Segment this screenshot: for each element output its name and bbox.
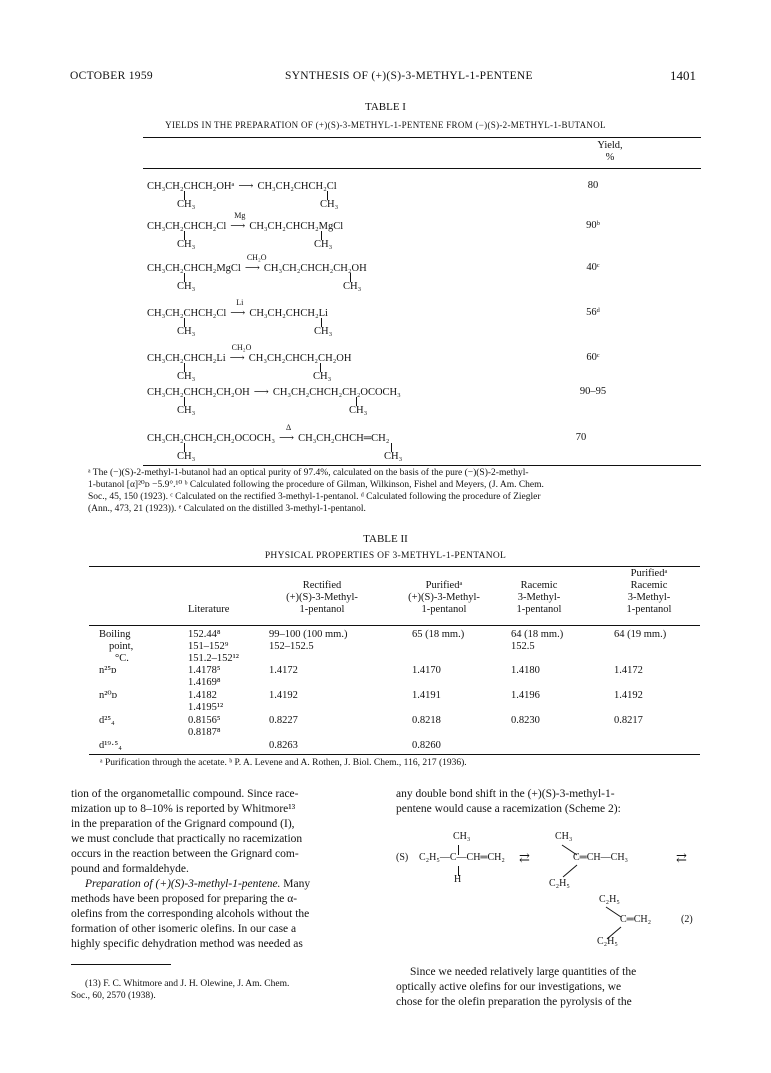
text-line: optically active olefins for our investigations, we [396,981,622,993]
table-cell: 1.4170 [412,665,441,676]
property-boiling-point [99,629,133,665]
reactant: CH₃CH₂CHCH₂CH₂OCOCH₃ [147,433,275,444]
product-branch: CH₃ [384,451,403,462]
text-line: mization up to 8–10% is reported by Whitmore¹³ [71,803,296,815]
reagent: Li [236,298,244,307]
header-line: (+)(S)-3-Methyl- [408,592,480,603]
table-cell: 1.4192 [614,690,643,701]
reactant: CH₃CH₂CHCH₂Li [147,353,226,364]
equilibrium-icon: ⇄ [676,850,687,865]
product-branch: CH₃ [349,405,368,416]
right-column-continued [396,965,701,1010]
table-cell: 1.4182 [188,690,217,701]
text-line: formation of other isomeric olefins. In our case a [71,923,297,935]
reference-line: (13) F. C. Whitmore and J. H. Olewine, J. Am. Chem. [85,979,290,989]
methyl-label: CH₃ [453,831,471,842]
table1-row [143,423,701,468]
reactant: CH₃CH₂CHCH₂CH₂OH [147,387,250,398]
header-line: 1-pentanol [299,604,345,615]
table1-caption: YIELDS IN THE PREPARATION OF (+)(S)-3-METHYL-1-PENTENE FROM (−)(S)-2-METHYL-1-BUTANOL [165,120,606,130]
table-cell: 151.2–152¹² [188,653,239,664]
equilibrium-icon: ⇄ [519,850,530,865]
table-cell: 64 (19 mm.) [614,629,667,640]
table2-rule-header [89,625,700,626]
reactant: CH₃CH₂CHCH₂OHᵃ [147,181,235,192]
reactant: CH₃CH₂CHCH₂MgCl [147,263,241,274]
reactant-branch: CH₃ [177,199,196,210]
table-cell: 1.4172 [614,665,643,676]
table-cell: 152–152.5 [269,641,314,652]
reactant-branch: CH₃ [177,451,196,462]
header-line: Racemic [520,580,558,591]
text-line: methods have been proposed for preparing the α- [71,893,298,905]
table-cell: 0.8217 [614,715,643,726]
footnote-line: (Ann., 473, 21 (1923)). ᵉ Calculated on the distilled 3-methyl-1-pentanol. [88,504,366,514]
property-line: °C. [115,653,129,664]
table-cell: 152.44⁸ [188,629,221,640]
property-density-19-5: d¹⁹·⁵₄ [99,740,122,751]
text-line: olefins from the corresponding alcohols without the [71,908,310,920]
reference-13 [71,978,290,1002]
right-column [396,787,701,817]
arrow-icon: ⟶ [253,387,269,398]
text-line: chose for the olefin preparation the pyrolysis of the [396,996,632,1008]
yield-value: 60ᶜ [586,352,600,363]
text-line: tion of the organometallic compound. Since race- [71,788,299,800]
product: CH₃CH₂CHCH₂Cl [257,181,337,192]
header-purified-racemic [609,568,689,616]
header-rectified [267,580,377,616]
table-cell: 1.4178⁵ [188,665,221,676]
property-refractive-index-25: n²⁵ᴅ [99,665,117,676]
literature-values [188,665,221,689]
reactant: CH₃CH₂CHCH₂Cl [147,221,227,232]
footnote-line: Soc., 45, 150 (1923). ᶜ Calculated on the rectified 3-methyl-1-pentanol. ᵈ Calculated following the procedure of Ziegler [88,492,541,502]
reactant-branch: CH₃ [177,371,196,382]
text-line: in the preparation of the Grignard compound (I), [71,818,295,830]
yield-value: 56ᵈ [586,307,600,318]
header-line: 3-Methyl- [627,592,671,603]
text-line: highly specific dehydration method was needed as [71,938,303,950]
equation-number: (2) [681,914,693,925]
table-cell: 152.5 [511,641,535,652]
hydrogen-label: H [454,874,462,885]
arrow-icon: ⟶ [238,181,254,192]
header-line: Rectified [302,580,342,591]
reactant-branch: CH₃ [177,405,196,416]
table-cell: 0.8230 [511,715,540,726]
ethyl-label: C₂H₅ [599,894,620,905]
table-cell: 0.8218 [412,715,441,726]
product: CH₃CH₂CHCH₂Li [249,308,328,319]
formula-internal-olefin: C═CH—CH₃ [573,852,629,863]
text-line: Since we needed relatively large quantities of the [410,966,637,978]
reaction [147,386,401,398]
yield-value: 90–95 [579,386,607,397]
text-line: occurs in the reaction between the Grignard com- [71,848,299,860]
header-line: (+)(S)-3-Methyl- [286,592,358,603]
table2-body [89,629,700,754]
arrow-icon: CH₂O ⟶ [244,253,267,274]
product-branch: CH₃ [343,281,362,292]
property-refractive-index-20: n²⁰ᴅ [99,690,118,701]
table1-rule-header [143,168,701,169]
text-span: Many [280,878,311,890]
table-cell: 65 (18 mm.) [412,629,465,640]
ethyl-label: C₂H₅ [597,936,618,947]
reactant-branch: CH₃ [177,239,196,250]
table-cell: 1.4192 [269,690,298,701]
table-cell: 0.8263 [269,740,298,751]
product: CH₃CH₂CHCH₂MgCl [249,221,344,232]
property-density-25: d²⁵₄ [99,715,115,726]
product-branch: CH₃ [314,326,333,337]
footnote-line: 1-butanol [α]²⁰ᴅ −5.9°.¹⁰ ᵇ Calculated following the procedure of Gilman, Wilkinson, Fishel and Meyers, (J. Am. Chem. [88,480,544,490]
table1-yield-header [590,140,630,164]
text-line: any double bond shift in the (+)(S)-3-methyl-1- [396,788,615,800]
header-line: Purifiedᵃ [630,568,668,579]
reagent: CH₂O [231,343,252,352]
table1-row [143,176,701,216]
arrow-icon: Δ ⟶ [279,423,295,444]
table1-label: TABLE I [365,101,406,113]
reactant-branch: CH₃ [177,281,196,292]
table2-caption: PHYSICAL PROPERTIES OF 3-METHYL-1-PENTANOL [264,551,507,561]
table-cell: 1.4172 [269,665,298,676]
table2-rule-top [89,566,700,567]
section-heading: Preparation of (+)(S)-3-methyl-1-pentene. [85,878,281,890]
reactant: CH₃CH₂CHCH₂Cl [147,308,227,319]
reagent: Δ [286,423,292,432]
table1-footnotes [88,467,703,515]
text-line: pentene would cause a racemization (Scheme 2): [396,803,621,815]
product: CH₃CH₂CHCH₂CH₂OH [263,263,367,274]
table1-row [143,382,701,422]
table-cell: 99–100 (100 mm.) [269,629,348,640]
property-line: Boiling [99,629,131,640]
literature-values [188,715,221,739]
table-cell: 1.4169⁸ [188,677,221,688]
literature-values [188,629,239,665]
product: CH₃CH₂CHCH₂CH₂OH [248,353,352,364]
bond-line [560,864,580,878]
table-cell: 0.8187⁸ [188,727,221,738]
table2-label: TABLE II [363,533,408,545]
methyl-label: CH₃ [555,831,573,842]
header-line: 1-pentanol [421,604,467,615]
table-cell: 0.8156⁵ [188,715,221,726]
table-cell: 1.4180 [511,665,540,676]
header-purified [394,580,494,616]
reaction [147,211,344,232]
product-branch: CH₃ [313,371,332,382]
product-branch: CH₃ [314,239,333,250]
rectified-values [269,629,347,653]
running-header-title: SYNTHESIS OF (+)(S)-3-METHYL-1-PENTENE [285,70,533,82]
table2-header [89,568,700,628]
arrow-icon: CH₂O ⟶ [229,343,252,364]
property-line: point, [109,641,134,652]
footnote-separator [71,964,171,965]
footnote-line: ᵃ The (−)(S)-2-methyl-1-butanol had an optical purity of 97.4%, calculated on the basis of the pure (−)(S)-2-methyl- [88,468,529,478]
table1-row [143,253,701,298]
stereo-label: (S) [396,852,409,863]
product: CH₃CH₂CHCH═CH₂ [298,433,390,444]
header-racemic [499,580,579,616]
text-line: we must conclude that practically no racemization [71,833,303,845]
arrow-icon: Mg ⟶ [230,211,246,232]
table2-rule-bottom [89,754,700,755]
table2-footnote: ᵃ Purification through the acetate. ᵇ P. A. Levene and A. Rothen, J. Biol. Chem., 116, 217 (1936). [100,758,467,768]
table-cell: 1.4195¹² [188,702,224,713]
racemic-values [511,629,563,653]
running-header-date: OCTOBER 1959 [70,70,153,82]
reaction [147,298,328,319]
ethyl-label: C₂H₅ [549,878,570,889]
table1-rule-top [143,137,701,138]
formula-terminal-olefin: C═CH₂ [620,914,652,925]
header-line: Purifiedᵃ [425,580,463,591]
table-cell: 151–152⁹ [188,641,229,652]
yield-header-line2: % [605,152,615,163]
header-line: 1-pentanol [516,604,562,615]
product: CH₃CH₂CHCH₂CH₂OCOCH₃ [272,387,401,398]
table-cell: 1.4191 [412,690,441,701]
header-literature: Literature [188,604,230,615]
left-column [71,787,389,952]
yield-header-line1: Yield, [597,140,623,151]
yield-value: 80 [587,180,599,191]
arrow-icon: Li ⟶ [230,298,246,319]
table-cell: 64 (18 mm.) [511,629,564,640]
reagent: Mg [234,211,246,220]
header-line: 1-pentanol [626,604,672,615]
section-heading-line [71,877,389,892]
yield-value: 90ᵇ [586,220,600,231]
reactant-branch: CH₃ [177,326,196,337]
table1-row [143,298,701,343]
reagent: CH₂O [246,253,267,262]
table-cell: 0.8260 [412,740,441,751]
header-line: 3-Methyl- [517,592,561,603]
yield-value: 40ᶜ [586,262,600,273]
literature-values [188,690,223,714]
text-line: pound and formaldehyde. [71,863,189,875]
header-line: Racemic [630,580,668,591]
table1-row [143,211,701,256]
formula-3-methyl-1-pentene: C₂H₅—C—CH═CH₂ [419,852,505,863]
yield-value: 70 [575,432,587,443]
table-cell: 0.8227 [269,715,298,726]
reaction [147,253,367,274]
reference-line: Soc., 60, 2570 (1938). [71,991,156,1001]
product-branch: CH₃ [320,199,339,210]
table-cell: 1.4196 [511,690,540,701]
page-number: 1401 [670,68,696,83]
table1-rule-bottom [143,465,701,466]
reaction [147,180,337,192]
